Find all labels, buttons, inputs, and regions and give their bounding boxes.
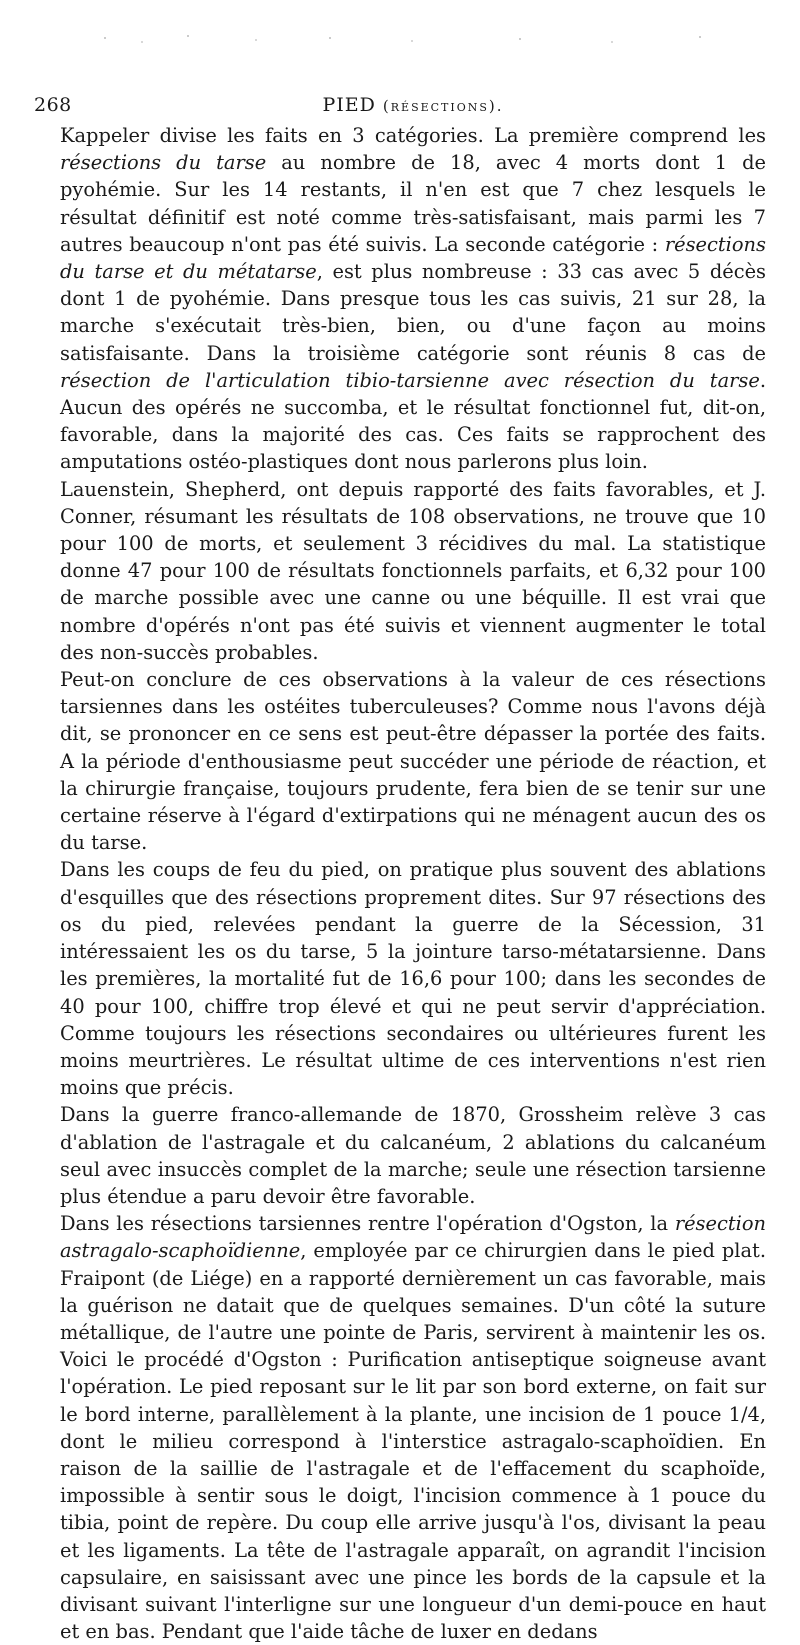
paper-specks (0, 30, 800, 50)
paragraph (60, 476, 766, 666)
text-run: au nombre de 18, avec 4 morts dont 1 de pyohémie. Sur les 14 restants, il n'en est que 7 chez lesquels le résultat définitif est noté comme très-satisfaisant, mais parmi les 7 autres beaucoup n'ont pas été suivis. La seconde catégorie : (60, 151, 766, 256)
paragraph (60, 666, 766, 856)
header-title-main: PIED (322, 94, 376, 116)
paragraph (60, 122, 766, 476)
page-number: 268 (34, 94, 72, 116)
text-run: , est plus nombreuse : 33 cas avec 5 décès dont 1 de pyohémie. Dans presque tous les cas suivis, 21 sur 28, la marche s'exécutait très-bien, bien, ou d'une façon au moins satisfaisante. Dans la troisième catégorie sont réunis 8 cas de (60, 260, 766, 365)
italic-text: résections du tarse et du métatarse (60, 232, 766, 284)
text-run: Kappeler divise les faits en 3 catégories. La première comprend les (60, 124, 766, 147)
paragraph (60, 856, 766, 1101)
body-text (60, 122, 766, 1645)
italic-text: résections du tarse (60, 151, 267, 175)
paragraph (60, 1101, 766, 1210)
text-run: Dans la guerre franco-allemande de 1870, Grossheim relève 3 cas d'ablation de l'astragale et du calcanéum, 2 ablations du calcanéum seul avec insuccès complet de la marche; seule une résection tarsienne plus étendue a paru devoir être favorable. (60, 1103, 766, 1208)
header-title-section: (résections). (382, 97, 504, 115)
book-page (34, 88, 766, 1645)
running-head (34, 88, 766, 122)
paragraph (60, 1210, 766, 1645)
text-run: Dans les coups de feu du pied, on pratique plus souvent des ablations d'esquilles que des résections proprement dites. Sur 97 résections des os du pied, relevées pendant la guerre de la Sécession, 31 intéressaient les os du tarse, 5 la jointure tarso-métatarsienne. Dans les premières, la mortalité fut de 16,6 pour 100; dans les secondes de 40 pour 100, chiffre trop élevé et qui ne peut servir d'appréciation. Comme toujours les résections secondaires ou ultérieures furent les moins meurtrières. Le résultat ultime de ces interventions n'est rien moins que précis. (60, 858, 766, 1100)
italic-text: résection astragalo-scaphoïdienne (60, 1212, 766, 1263)
text-run: . Aucun des opérés ne succomba, et le résultat fonctionnel fut, dit-on, favorable, dans la majorité des cas. Ces faits se rapprochent des amputations ostéo-plastiques dont nous parlerons plus loin. (60, 368, 766, 474)
italic-text: résection de l'articulation tibio-tarsienne avec résection du tarse (60, 368, 760, 392)
text-run: , employée par ce chirurgien dans le pied plat. Fraipont (de Liége) en a rapporté dernièrement un cas favorable, mais la guérison ne datait que de quelques semaines. D'un côté la suture métallique, de l'autre une pointe de Paris, servirent à maintenir les os. Voici le procédé d'Ogston : Purification antiseptique soigneuse avant l'opération. Le pied reposant sur le lit par son bord externe, on fait sur le bord interne, parallèlement à la plante, une incision de 1 pouce 1/4, dont le milieu correspond à l'interstice astragalo-scaphoïdien. En raison de la saillie de l'astragale et de l'effacement du scaphoïde, impossible à sentir sous le doigt, l'incision commence à 1 pouce du tibia, point de repère. Du coup elle arrive jusqu'à l'os, divisant la peau et les ligaments. La tête de l'astragale apparaît, on agrandit l'incision capsulaire, en saisissant avec une pince les bords de la capsule et la divisant suivant l'interligne sur une longueur d'un demi-pouce en haut et en bas. Pendant que l'aide tâche de luxer en dedans (60, 1239, 766, 1644)
text-run: Dans les résections tarsiennes rentre l'opération d'Ogston, la (60, 1212, 675, 1236)
text-run: Peut-on conclure de ces observations à la valeur de ces résections tarsiennes dans les ostéites tuberculeuses? Comme nous l'avons déjà dit, se prononcer en ce sens est peut-être dépasser la portée des faits. A la période d'enthousiasme peut succéder une période de réaction, et la chirurgie française, toujours prudente, fera bien de se tenir sur une certaine réserve à l'égard d'extirpations qui ne ménagent aucun des os du tarse. (60, 668, 766, 855)
text-run: Lauenstein, Shepherd, ont depuis rapporté des faits favorables, et J. Conner, résumant les résultats de 108 observations, ne trouve que 10 pour 100 de morts, et seulement 3 récidives du mal. La statistique donne 47 pour 100 de résultats fonctionnels parfaits, et 6,32 pour 100 de marche possible avec une canne ou une béquille. Il est vrai que nombre d'opérés n'ont pas été suivis et viennent augmenter le total des non-succès probables. (60, 477, 766, 664)
page-title (60, 88, 766, 123)
